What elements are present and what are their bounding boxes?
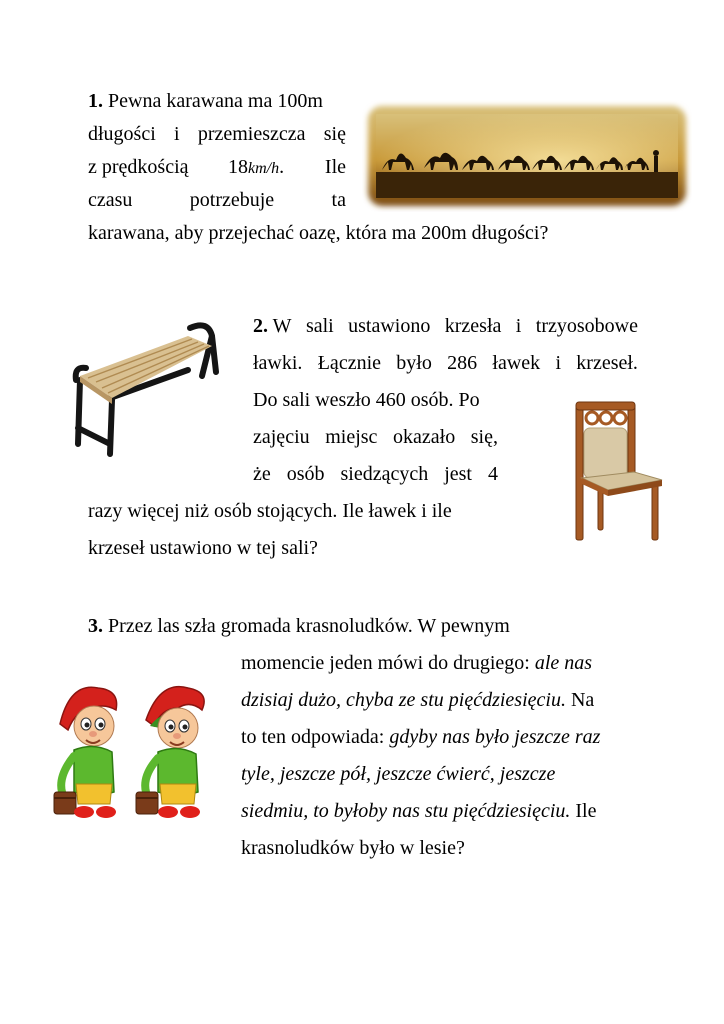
speed-value: 18km/h. — [228, 156, 285, 178]
p1-line-5: karawana, aby przejechać oazę, która ma 200m długości? — [88, 222, 549, 244]
chair-image — [568, 398, 664, 544]
p3-line-2: momencie jeden mówi do drugiego: ale nas — [241, 652, 593, 674]
gnome-left — [54, 687, 117, 818]
p2-number: 2. — [253, 315, 268, 337]
p2-line-7: krzeseł ustawiono w tej sali? — [88, 537, 318, 559]
p1-line-3: z prędkością 18km/h. Ile — [88, 155, 346, 179]
p2-line-2: ławki. Łącznie było 286 ławek i krzeseł. — [253, 352, 638, 374]
p3-line-4: to ten odpowiada: gdyby nas było jeszcze raz — [241, 726, 601, 748]
p3-line-1: 3. Przez las szła gromada krasnoludków. W pewnym — [88, 615, 510, 637]
p3-line-3: dzisiaj dużo, chyba ze stu pięćdziesięciu. Na — [241, 689, 595, 711]
p2-line-5: że osób siedzących jest 4 — [253, 463, 498, 485]
p1-line-1: 1. Pewna karawana ma 100m — [88, 90, 323, 112]
p3-line-5: tyle, jeszcze pół, jeszcze ćwierć, jeszcze — [241, 763, 556, 785]
p2-line-6: razy więcej niż osób stojących. Ile ławek i ile — [88, 500, 452, 522]
p1-line-4: czasu potrzebuje ta — [88, 189, 346, 211]
p2-line-3: Do sali weszło 460 osób. Po — [253, 389, 480, 411]
p1-number: 1. — [88, 90, 103, 112]
caravan-image — [362, 100, 692, 212]
p2-line-1: 2. W sali ustawiono krzesła i trzyosobowe — [253, 315, 638, 337]
gnome-right — [136, 687, 204, 818]
p1-line-2: długości i przemieszcza się — [88, 123, 346, 145]
speed-unit: km/h — [248, 160, 280, 177]
p3-line-6: siedmiu, to byłoby nas stu pięćdziesięciu. Ile — [241, 800, 597, 822]
p3-line-7: krasnoludków było w lesie? — [241, 837, 465, 859]
bench-image — [70, 318, 226, 458]
p3-number: 3. — [88, 615, 103, 637]
p2-line-4: zajęciu miejsc okazało się, — [253, 426, 498, 448]
gnomes-image — [50, 680, 230, 840]
